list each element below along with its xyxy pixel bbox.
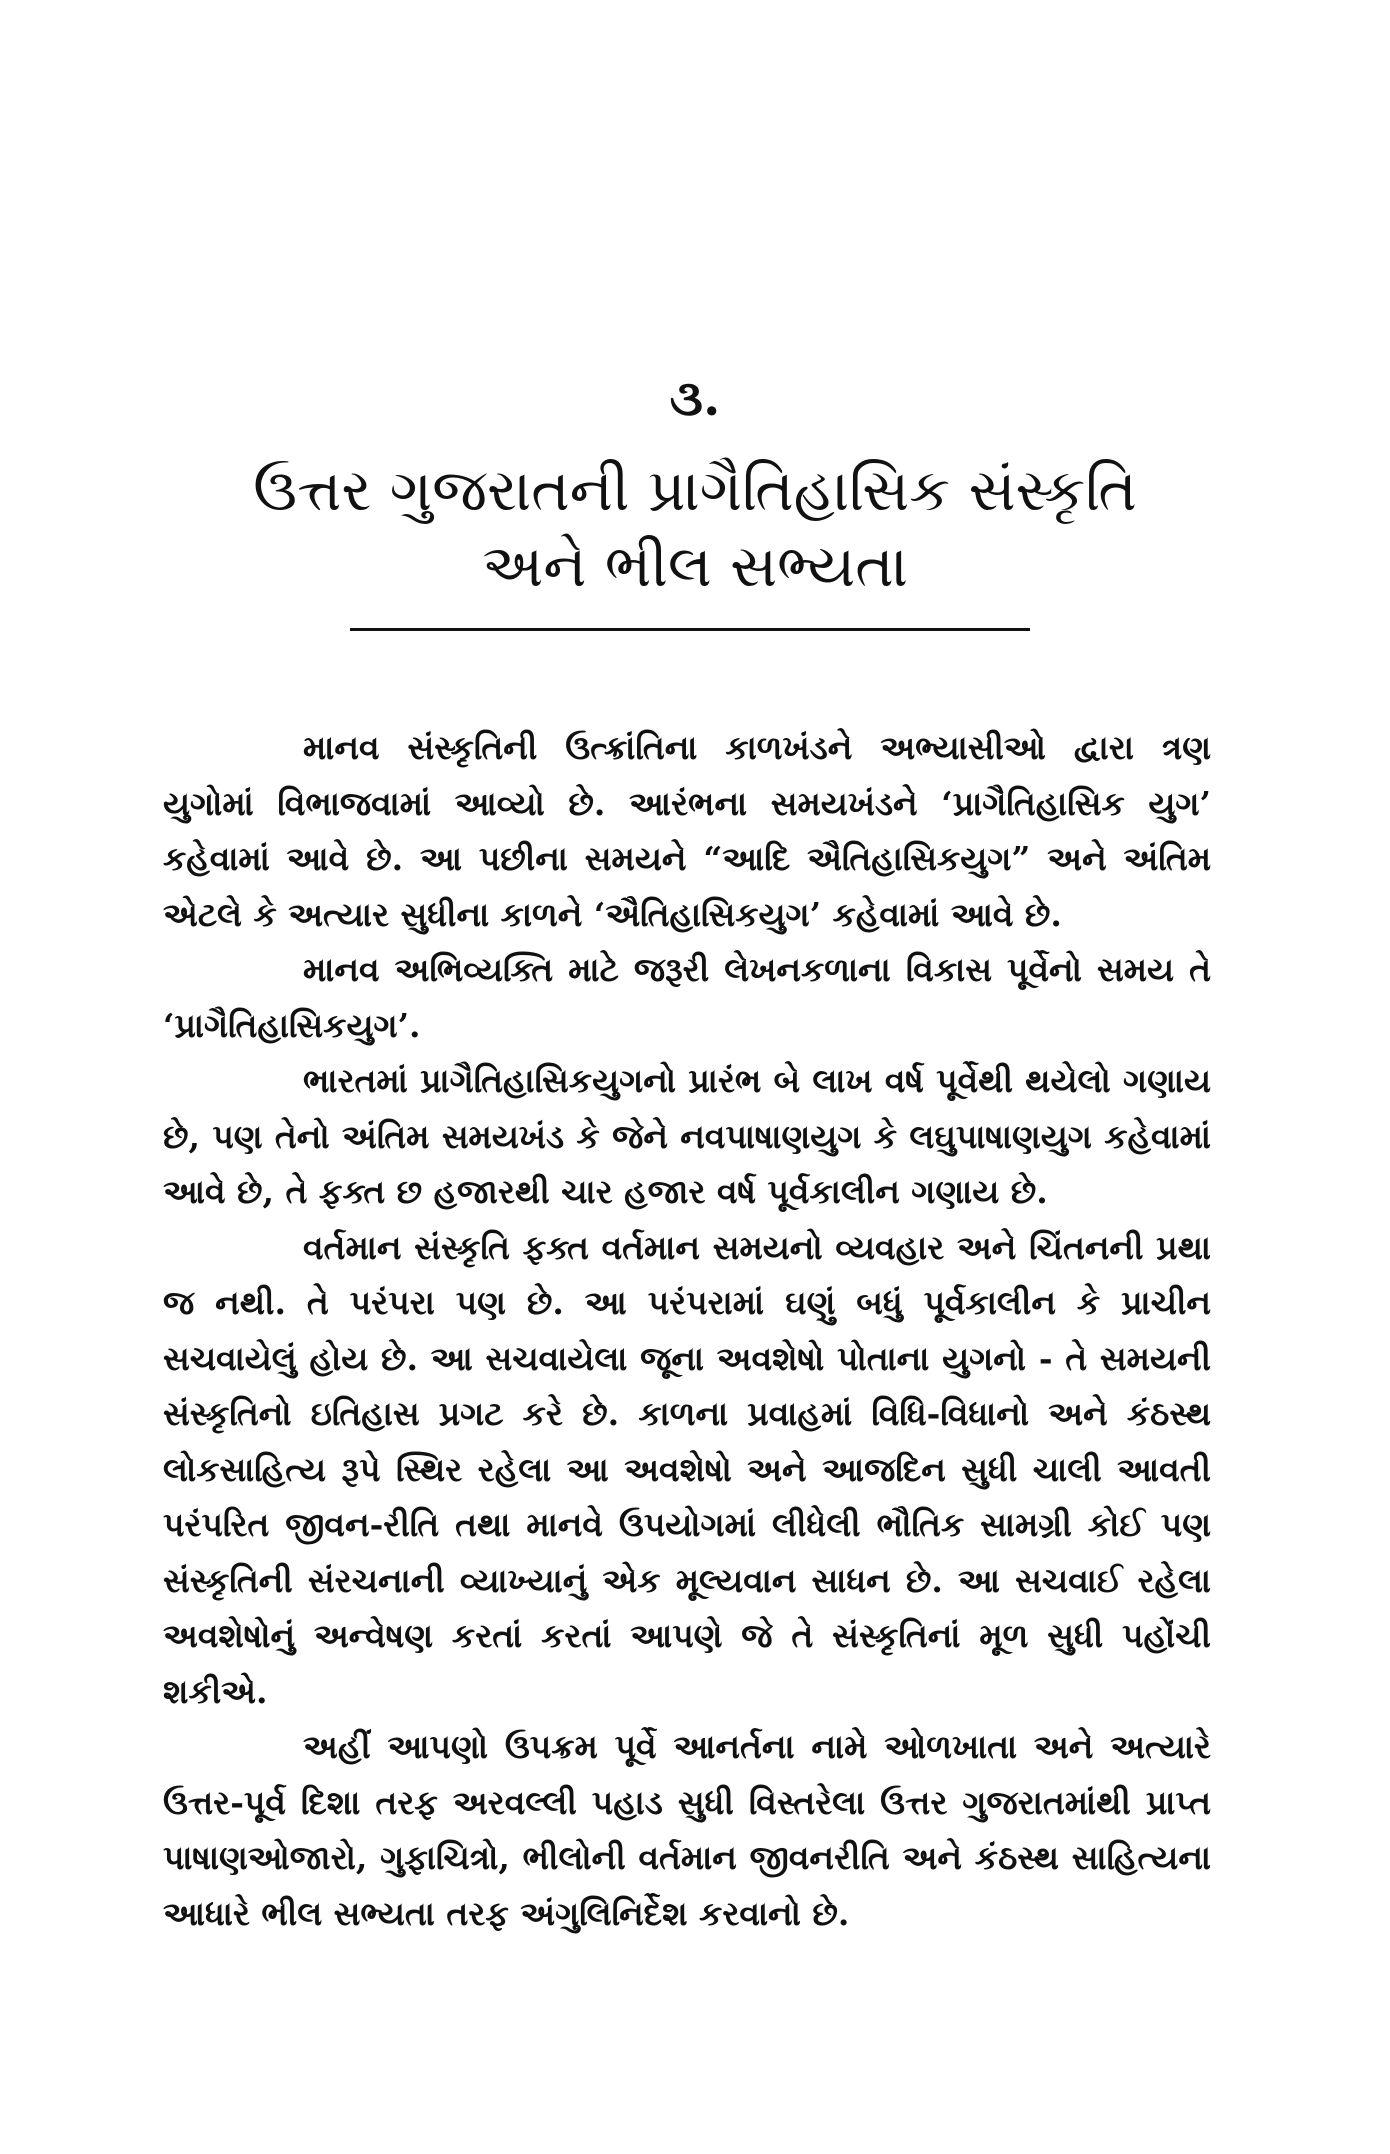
paragraph: અહીં આપણો ઉપક્રમ પૂર્વે આનર્તના નામે ઓળખાતા અને અત્યારે ઉત્તર-પૂર્વ દિશા તરફ અરવલ્લી પહાડ સુધી વિસ્તરેલા ઉત્તર ગુજરાતમાંથી પ્રાપ્ત પાષાણઓજારો, ગુફાચિત્રો, ભીલોની વર્તમાન જીવનરીતિ અને કંઠસ્થ સાહિત્યના આધારે ભીલ સભ્યતા તરફ અંગુલિનિર્દેશ કરવાનો છે.	[163, 1727, 1211, 1933]
title-underline	[350, 628, 1030, 631]
chapter-body	[163, 720, 1211, 1941]
paragraph: માનવ અભિવ્યક્તિ માટે જરૂરી લેખનકળાના વિકાસ પૂર્વેનો સમય તે ‘પ્રાગૈતિહાસિકયુગ’.	[163, 950, 1211, 1045]
paragraph: માનવ સંસ્કૃતિની ઉત્ક્રાંતિના કાળખંડને અભ્યાસીઓ દ્વારા ત્રણ યુગોમાં વિભાજવામાં આવ્યો છે. આરંભના સમયખંડને ‘પ્રાગૈતિહાસિક યુગ’ કહેવામાં આવે છે. આ પછીના સમયને “આદિ ઐતિહાસિકયુગ” અને અંતિમ એટલે કે અત્યાર સુધીના કાળને ‘ઐતિહાસિકયુગ’ કહેવામાં આવે છે.	[163, 728, 1211, 934]
chapter-number: ૩.	[669, 368, 721, 427]
chapter-title-line-1: ઉત્તર ગુજરાતની પ્રાગૈતિહાસિક સંસ્કૃતિ	[253, 456, 1137, 524]
chapter-title-line-2: અને ભીલ સભ્યતા	[482, 532, 908, 600]
chapter-title	[0, 452, 1390, 604]
paragraph: વર્તમાન સંસ્કૃતિ ફક્ત વર્તમાન સમયનો વ્યવહાર અને ચિંતનની પ્રથા જ નથી. તે પરંપરા પણ છે. આ પરંપરામાં ઘણું બધું પૂર્વકાલીન કે પ્રાચીન સચવાયેલું હોય છે. આ સચવાયેલા જૂના અવશેષો પોતાના યુગનો - તે સમયની સંસ્કૃતિનો ઇતિહાસ પ્રગટ કરે છે. કાળના પ્રવાહમાં વિધિ-વિધાનો અને કંઠસ્થ લોકસાહિત્ય રૂપે સ્થિર રહેલા આ અવશેષો અને આજદિન સુધી ચાલી આવતી પરંપરિત જીવન-રીતિ તથા માનવે ઉપયોગમાં લીધેલી ભૌતિક સામગ્રી કોઈ પણ સંસ્કૃતિની સંરચનાની વ્યાખ્યાનું એક મૂલ્યવાન સાધન છે. આ સચવાઈ રહેલા અવશેષોનું અન્વેષણ કરતાં કરતાં આપણે જે તે સંસ્કૃતિનાં મૂળ સુધી પહોંચી શકીએ.	[163, 1227, 1211, 1711]
paragraph: ભારતમાં પ્રાગૈતિહાસિકયુગનો પ્રારંભ બે લાખ વર્ષ પૂર્વેથી થયેલો ગણાય છે, પણ તેનો અંતિમ સમયખંડ કે જેને નવપાષાણયુગ કે લઘુપાષાણયુગ કહેવામાં આવે છે, તે ફક્ત છ હજારથી ચાર હજાર વર્ષ પૂર્વકાલીન ગણાય છે.	[163, 1061, 1211, 1211]
